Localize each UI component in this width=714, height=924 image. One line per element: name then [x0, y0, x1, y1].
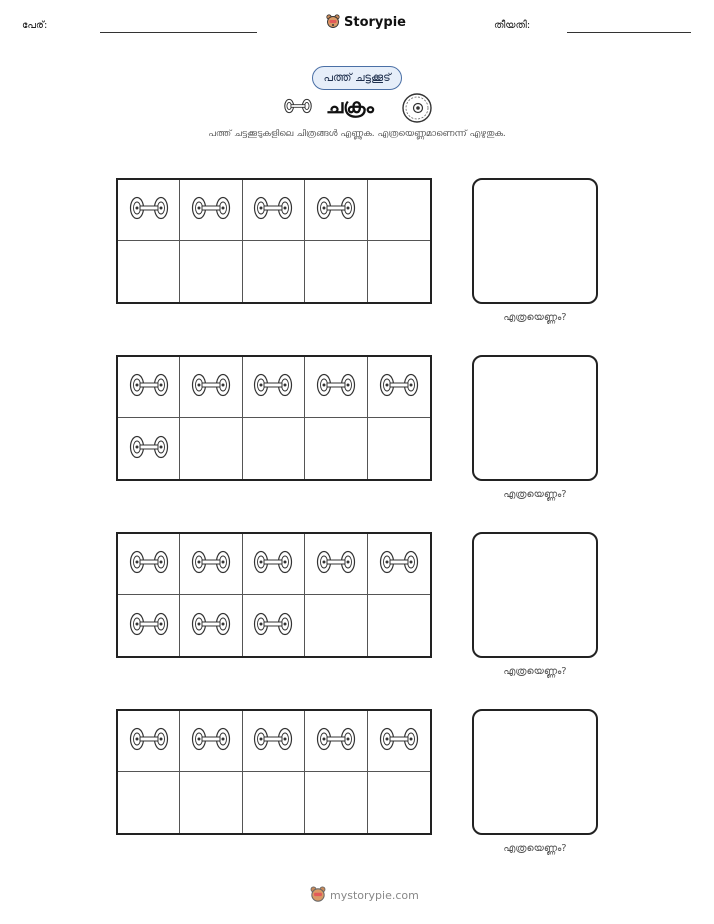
ten-frame-cell — [305, 241, 367, 302]
wheel-axle-icon — [252, 372, 294, 402]
ten-frame — [116, 178, 432, 304]
wheel-axle-icon — [190, 549, 232, 579]
ten-frame-cell — [243, 180, 305, 241]
wheel-axle-icon — [190, 611, 232, 641]
wheel-axle-icon — [315, 726, 357, 756]
name-label: പേര്: — [22, 20, 48, 31]
wheel-axle-icon — [128, 372, 170, 402]
brand-logo — [326, 14, 406, 30]
answer-box[interactable] — [472, 178, 598, 304]
wheel-icon — [401, 92, 433, 128]
ten-frame-cell — [118, 772, 180, 833]
wheel-axle-icon — [315, 195, 357, 225]
ten-frame-cell — [243, 595, 305, 656]
date-line[interactable] — [567, 32, 691, 33]
how-many-label: എത്രയെണ്ണം? — [503, 489, 567, 500]
ten-frame — [116, 709, 432, 835]
ten-frame-cell — [180, 595, 242, 656]
ten-frame-cell — [368, 180, 430, 241]
ten-frame-cell — [180, 241, 242, 302]
brand-name: Storypie — [344, 14, 406, 30]
ten-frame-cell — [243, 772, 305, 833]
how-many-label: എത്രയെണ്ണം? — [503, 312, 567, 323]
wheel-axle-icon — [252, 611, 294, 641]
ten-frame-cell — [118, 418, 180, 479]
footer-url[interactable]: mystorypie.com — [330, 888, 419, 902]
ten-frame-cell — [118, 711, 180, 772]
wheel-axle-icon — [378, 726, 420, 756]
wheel-axle-icon — [252, 549, 294, 579]
ten-frame-cell — [118, 180, 180, 241]
ten-frame-cell — [305, 595, 367, 656]
title-axle-icon — [283, 98, 313, 118]
ten-frame-cell — [243, 418, 305, 479]
wheel-axle-icon — [315, 372, 357, 402]
answer-box[interactable] — [472, 709, 598, 835]
ten-frame-cell — [368, 534, 430, 595]
name-line[interactable] — [100, 32, 257, 33]
ten-frame — [116, 355, 432, 481]
ten-frame-cell — [243, 711, 305, 772]
wheel-axle-icon — [252, 195, 294, 225]
ten-frame-cell — [180, 772, 242, 833]
how-many-label: എത്രയെണ്ണം? — [503, 666, 567, 677]
worksheet-title: ചക്രം — [326, 94, 374, 118]
bear-mascot-icon — [310, 886, 326, 904]
footer — [310, 886, 419, 904]
answer-box[interactable] — [472, 532, 598, 658]
ten-frame-cell — [180, 180, 242, 241]
wheel-axle-icon — [190, 726, 232, 756]
answer-box[interactable] — [472, 355, 598, 481]
ten-frame-cell — [180, 357, 242, 418]
wheel-axle-icon — [128, 434, 170, 464]
ten-frame-cell — [305, 534, 367, 595]
wheel-axle-icon — [378, 372, 420, 402]
how-many-label: എത്രയെണ്ണം? — [503, 843, 567, 854]
ten-frame-cell — [305, 772, 367, 833]
instructions: പത്ത് ചട്ടക്കൂടുകളിലെ ചിത്രങ്ങൾ എണ്ണുക. എത്രയെണ്ണമാണെന്ന് എഴുതുക. — [208, 129, 506, 139]
ten-frame-cell — [180, 418, 242, 479]
ten-frame-cell — [305, 711, 367, 772]
wheel-axle-icon — [128, 195, 170, 225]
wheel-axle-icon — [252, 726, 294, 756]
ten-frame-cell — [368, 711, 430, 772]
wheel-axle-icon — [128, 549, 170, 579]
ten-frame — [116, 532, 432, 658]
ten-frame-cell — [243, 357, 305, 418]
wheel-axle-icon — [190, 195, 232, 225]
wheel-axle-icon — [128, 726, 170, 756]
ten-frame-cell — [118, 534, 180, 595]
ten-frame-cell — [180, 534, 242, 595]
ten-frame-cell — [368, 357, 430, 418]
wheel-axle-icon — [128, 611, 170, 641]
worksheet-badge: പത്ത് ചട്ടക്കൂട് — [312, 66, 401, 90]
ten-frame-cell — [118, 241, 180, 302]
ten-frame-cell — [118, 595, 180, 656]
bear-mascot-icon — [326, 14, 340, 30]
wheel-axle-icon — [378, 549, 420, 579]
ten-frame-cell — [368, 418, 430, 479]
ten-frame-cell — [368, 241, 430, 302]
ten-frame-cell — [243, 534, 305, 595]
ten-frame-cell — [305, 418, 367, 479]
wheel-axle-icon — [315, 549, 357, 579]
ten-frame-cell — [368, 772, 430, 833]
ten-frame-cell — [180, 711, 242, 772]
wheel-axle-icon — [190, 372, 232, 402]
ten-frame-cell — [305, 180, 367, 241]
ten-frame-cell — [243, 241, 305, 302]
date-label: തീയതി: — [494, 20, 531, 31]
ten-frame-cell — [118, 357, 180, 418]
ten-frame-cell — [368, 595, 430, 656]
ten-frame-cell — [305, 357, 367, 418]
